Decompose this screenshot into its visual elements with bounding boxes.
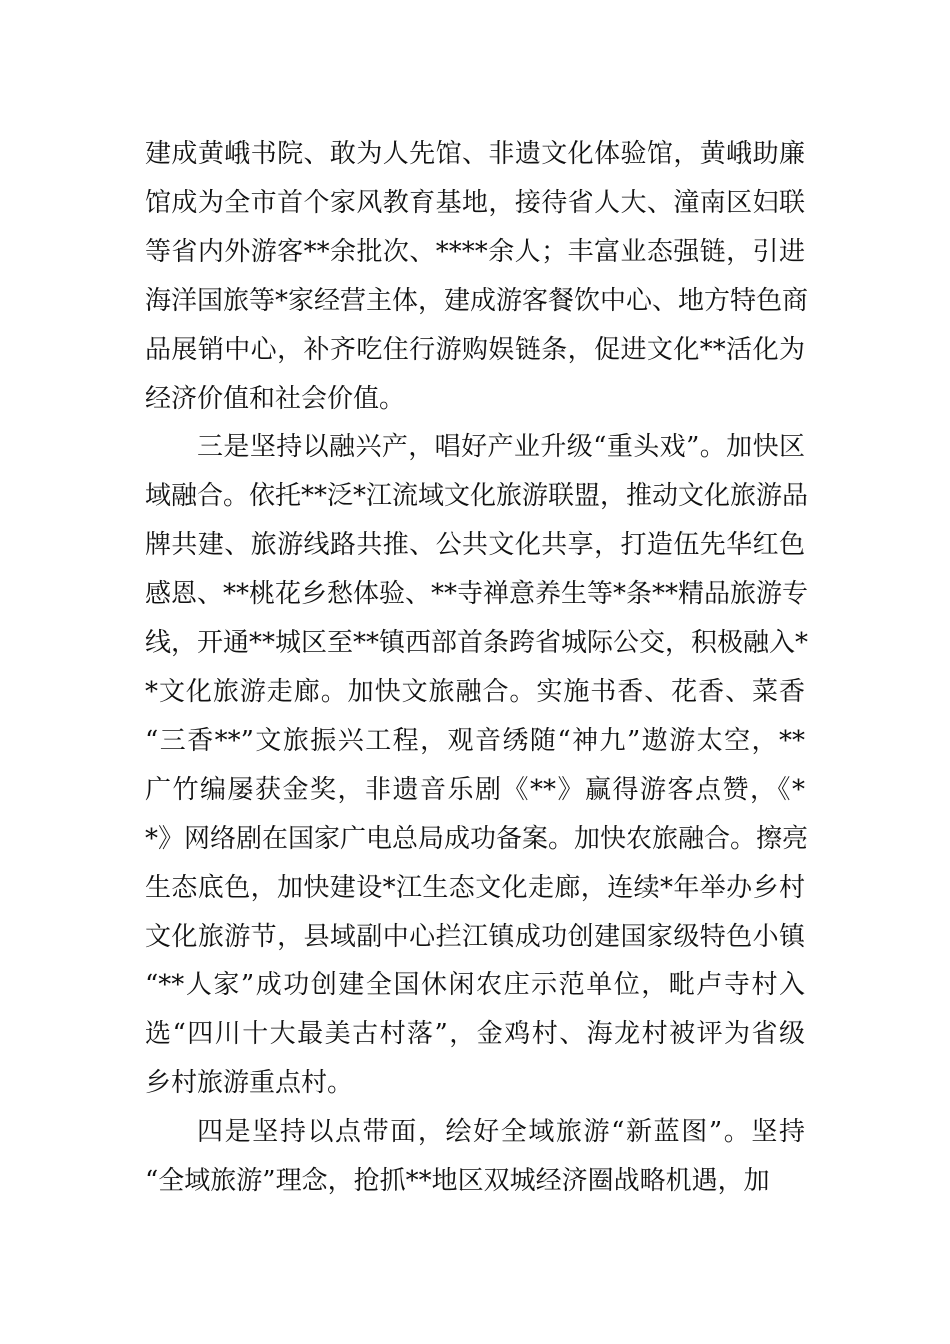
paragraph-line: 建成黄峨书院、敢为人先馆、非遗文化体验馆，黄峨助廉: [145, 139, 805, 169]
paragraph-line: 域融合。依托**泛*江流域文化旅游联盟，推动文化旅游品: [145, 481, 809, 512]
paragraph-line: 广竹编屡获金奖，非遗音乐剧《**》赢得游客点赞，《*: [145, 774, 805, 805]
paragraph-line: “三香**”文旅振兴工程，观音绣随“神九”遨游太空，**: [145, 725, 805, 756]
document-paragraph: [145, 423, 809, 1108]
paragraph-line: 馆成为全市首个家风教育基地，接待省人大、潼南区妇联: [145, 187, 805, 218]
paragraph-line: “**人家”成功创建全国休闲农庄示范单位，毗卢寺村入: [145, 970, 805, 1001]
paragraph-line: 线，开通**城区至**镇西部首条跨省城际公交，积极融入*: [145, 628, 809, 659]
paragraph-line: *》网络剧在国家广电总局成功备案。加快农旅融合。擦亮: [145, 823, 809, 854]
paragraph-line: 文化旅游节，县域副中心拦江镇成功创建国家级特色小镇: [145, 921, 805, 952]
document-paragraph: [145, 130, 809, 423]
paragraph-line: 感恩、**桃花乡愁体验、**寺禅意养生等*条**精品旅游专: [145, 579, 809, 610]
paragraph-line: 四是坚持以点带面，绘好全域旅游“新蓝图”。坚持: [197, 1117, 805, 1148]
paragraph-line: *文化旅游走廊。加快文旅融合。实施书香、花香、菜香: [145, 676, 805, 707]
paragraph-line: 生态底色，加快建设*江生态文化走廊，连续*年举办乡村: [145, 872, 805, 903]
paragraph-line: 选“四川十大最美古村落”，金鸡村、海龙村被评为省级: [145, 1019, 805, 1050]
paragraph-line: 品展销中心，补齐吃住行游购娱链条，促进文化**活化为: [145, 334, 805, 365]
paragraph-line: “全域旅游”理念，抢抓**地区双城经济圈战略机遇，加: [145, 1166, 770, 1197]
paragraph-line: 乡村旅游重点村。: [145, 1068, 354, 1099]
document-paragraph: [145, 1108, 805, 1206]
paragraph-line: 牌共建、旅游线路共推、公共文化共享，打造伍先华红色: [145, 530, 805, 561]
paragraph-line: 经济价值和社会价值。: [145, 383, 406, 414]
paragraph-line: 海洋国旅等*家经营主体，建成游客餐饮中心、地方特色商: [145, 285, 809, 316]
paragraph-line: 三是坚持以融兴产，唱好产业升级“重头戏”。加快区: [197, 432, 805, 463]
paragraph-line: 等省内外游客**余批次、****余人；丰富业态强链，引进: [145, 236, 805, 267]
document-body: [145, 130, 809, 1206]
